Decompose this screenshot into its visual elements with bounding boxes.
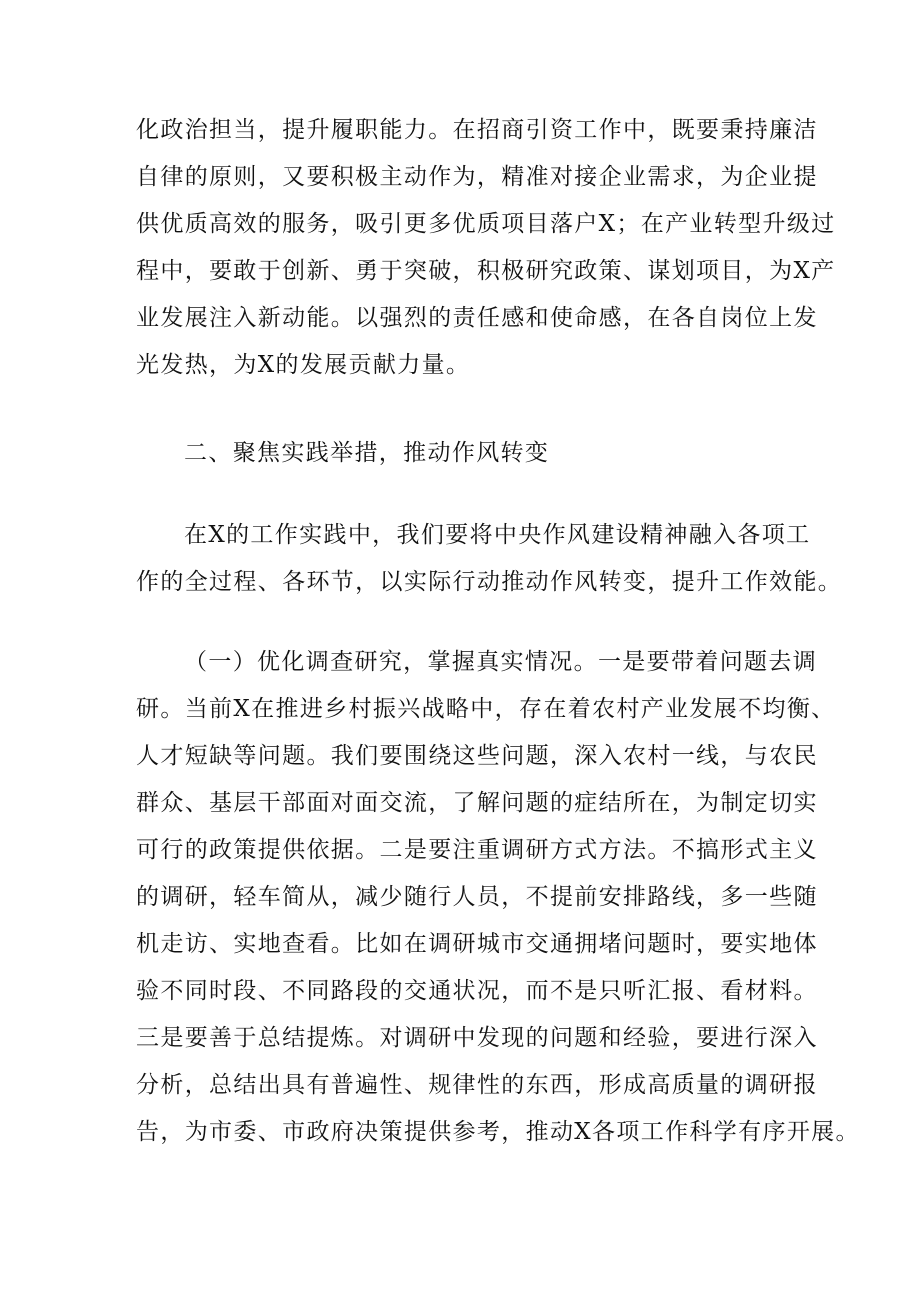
section-heading: 二、聚焦实践举措，推动作风转变	[184, 440, 550, 466]
text-line: 光发热，为X的发展贡献力量。	[136, 352, 471, 378]
text-line: 在X的工作实践中，我们要将中央作风建设精神融入各项工	[184, 522, 811, 548]
text-line: 业发展注入新动能。以强烈的责任感和使命感，在各自岗位上发	[136, 305, 818, 331]
text-line: 告，为市委、市政府决策提供参考，推动X各项工作科学有序开展。	[136, 1119, 860, 1145]
text-line: 自律的原则，又要积极主动作为，精准对接企业需求，为企业提	[136, 164, 818, 190]
text-line: 作的全过程、各环节，以实际行动推动作风转变，提升工作效能。	[136, 569, 843, 595]
text-line: 人才短缺等问题。我们要围绕这些问题，深入农村一线，与农民	[136, 743, 818, 769]
text-line: 供优质高效的服务，吸引更多优质项目落户X；在产业转型升级过	[136, 211, 836, 237]
text-line: 验不同时段、不同路段的交通状况，而不是只听汇报、看材料。	[136, 978, 818, 1004]
text-line: 研。当前X在推进乡村振兴战略中，存在着农村产业发展不均衡、	[136, 696, 836, 722]
text-line: 分析，总结出具有普遍性、规律性的东西，形成高质量的调研报	[136, 1072, 818, 1098]
text-line: 可行的政策提供依据。二是要注重调研方式方法。不搞形式主义	[136, 837, 818, 863]
text-line: （一）优化调查研究，掌握真实情况。一是要带着问题去调	[184, 649, 818, 675]
text-line: 群众、基层干部面对面交流，了解问题的症结所在，为制定切实	[136, 790, 818, 816]
text-line: 的调研，轻车简从，减少随行人员，不提前安排路线，多一些随	[136, 884, 818, 910]
text-line: 程中，要敢于创新、勇于突破，积极研究政策、谋划项目，为X产	[136, 258, 836, 284]
text-line: 机走访、实地查看。比如在调研城市交通拥堵问题时，要实地体	[136, 931, 818, 957]
text-line: 三是要善于总结提炼。对调研中发现的问题和经验，要进行深入	[136, 1025, 818, 1051]
text-line: 化政治担当，提升履职能力。在招商引资工作中，既要秉持廉洁	[136, 117, 818, 143]
